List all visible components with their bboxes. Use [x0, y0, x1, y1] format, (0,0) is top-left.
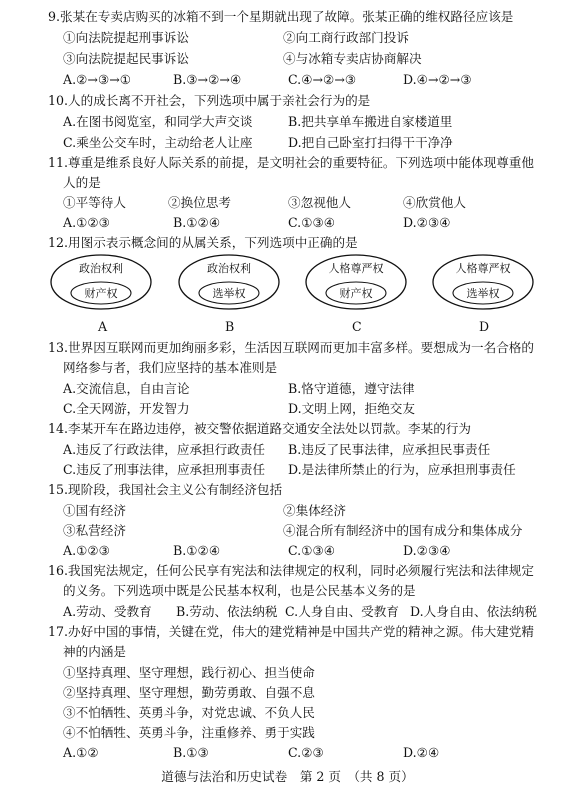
- q9-stem: 9.张某在专卖店购买的冰箱不到一个星期就出现了故障。张某正确的维权路径应该是: [48, 9, 514, 24]
- q10-option-b: B.把共享单车搬进自家楼道里: [288, 114, 453, 129]
- q15-option-b: B.①②④: [173, 543, 221, 558]
- q12-diagrams: [48, 252, 548, 332]
- q15-option-d: D.②③④: [403, 543, 451, 558]
- q16-option-d: D.人身自由、依法纳税: [410, 604, 537, 619]
- q12-c-inner-label: 财产权: [339, 287, 373, 300]
- q16-option-b: B.劳动、依法纳税: [176, 604, 278, 619]
- q12-diagram-a: [51, 255, 151, 309]
- q15-item-1: ①国有经济: [63, 503, 126, 518]
- q12-label-a: A: [98, 319, 108, 334]
- q17-item-4: ④不怕牺牲、英勇斗争，注重修养、勇于实践: [63, 725, 315, 740]
- q9-option-d: D.④→②→③: [403, 72, 472, 87]
- q15-item-2: ②集体经济: [283, 503, 346, 518]
- q9-item-3: ③向法院提起民事诉讼: [63, 51, 189, 66]
- q10-option-d: D.把自己卧室打扫得干干净净: [288, 135, 453, 150]
- q15-item-4: ④混合所有制经济中的国有成分和集体成分: [283, 523, 523, 538]
- q12-label-c: C: [352, 319, 362, 334]
- q10-option-a: A.在图书阅览室，和同学大声交谈: [63, 114, 253, 129]
- q14-stem: 14.李某开车在路边违停，被交警依据道路交通安全法处以罚款。李某的行为: [48, 421, 472, 436]
- q11-item-4: ④欣赏他人: [403, 195, 466, 210]
- q13-option-d: D.文明上网，拒绝交友: [288, 401, 415, 416]
- q10-stem: 10.人的成长离不开社会，下列选项中属于亲社会行为的是: [48, 93, 371, 108]
- page-footer: 道德与法治和历史试卷 第 2 页 （共 8 页）: [161, 769, 414, 784]
- q17-option-b: B.①③: [173, 745, 209, 760]
- q12-label-b: B: [225, 319, 235, 334]
- q13-option-b: B.恪守道德，遵守法律: [288, 381, 415, 396]
- q11-option-a: A.①②③: [63, 215, 110, 230]
- q15-option-a: A.①②③: [63, 543, 110, 558]
- q13-stem-line2: 网络参与者，我们应坚持的基本准则是: [63, 360, 278, 375]
- q12-b-outer-label: 政治权利: [207, 262, 251, 275]
- q12-diagram-c: [306, 255, 406, 309]
- q9-item-1: ①向法院提起刑事诉讼: [63, 30, 189, 45]
- q12-d-inner-label: 选举权: [466, 287, 500, 300]
- q12-c-outer-label: 人格尊严权: [328, 262, 384, 275]
- q12-diagram-b: [179, 255, 279, 309]
- q17-item-3: ③不怕牺牲、英勇斗争，对党忠诚、不负人民: [63, 705, 315, 720]
- q17-stem-line2: 神的内涵是: [63, 644, 126, 659]
- q17-option-d: D.②④: [403, 745, 440, 760]
- q17-option-a: A.①②: [63, 745, 99, 760]
- q11-item-1: ①平等待人: [63, 195, 126, 210]
- q16-option-c: C.人身自由、受教育: [285, 604, 399, 619]
- q17-item-1: ①坚持真理、坚守理想，践行初心、担当使命: [63, 665, 315, 680]
- q17-item-2: ②坚持真理、坚守理想，勤劳勇敢、自强不息: [63, 685, 315, 700]
- q14-option-a: A.违反了行政法律，应承担行政责任: [63, 442, 266, 457]
- q9-item-2: ②向工商行政部门投诉: [283, 30, 409, 45]
- q16-option-a: A.劳动、受教育: [63, 604, 152, 619]
- q15-stem: 15.现阶段，我国社会主义公有制经济包括: [48, 482, 283, 497]
- q13-option-a: A.交流信息，自由言论: [63, 381, 190, 396]
- q11-stem-line1: 11.尊重是维系良好人际关系的前提，是文明社会的重要特征。下列选项中能体现尊重他: [48, 155, 534, 170]
- q12-d-outer-label: 人格尊严权: [455, 262, 511, 275]
- q12-diagram-d: [433, 255, 533, 309]
- q12-a-inner-label: 财产权: [84, 287, 118, 300]
- q17-stem-line1: 17.办好中国的事情，关键在党，伟大的建党精神是中国共产党的精神之源。伟大建党精: [48, 624, 534, 639]
- q15-option-c: C.①③④: [288, 543, 336, 558]
- q9-option-c: C.④→②→③: [288, 72, 357, 87]
- q14-option-d: D.是法律所禁止的行为，应承担刑事责任: [288, 462, 516, 477]
- q14-option-b: B.违反了民事法律，应承担民事责任: [288, 442, 491, 457]
- q11-option-b: B.①②④: [173, 215, 221, 230]
- q9-option-b: B.③→②→④: [173, 72, 242, 87]
- q11-item-2: ②换位思考: [168, 195, 231, 210]
- q9-item-4: ④与冰箱专卖店协商解决: [283, 51, 422, 66]
- q13-option-c: C.全天网游，开发智力: [63, 401, 190, 416]
- q11-item-3: ③忽视他人: [288, 195, 351, 210]
- q12-label-d: D: [479, 319, 490, 334]
- q12-b-inner-label: 选举权: [212, 287, 246, 300]
- q14-option-c: C.违反了刑事法律，应承担刑事责任: [63, 462, 266, 477]
- q11-stem-line2: 人的是: [63, 175, 101, 190]
- q10-option-c: C.乘坐公交车时，主动给老人让座: [63, 135, 253, 150]
- q16-stem-line1: 16.我国宪法规定，任何公民享有宪法和法律规定的权利，同时必须履行宪法和法律规定: [48, 563, 534, 578]
- q17-option-c: C.②③: [288, 745, 324, 760]
- q12-stem: 12.用图示表示概念间的从属关系，下列选项中正确的是: [48, 235, 358, 250]
- q15-item-3: ③私营经济: [63, 523, 126, 538]
- q11-option-d: D.②③④: [403, 215, 451, 230]
- q13-stem-line1: 13.世界因互联网而更加绚丽多彩，生活因互联网而更加丰富多样。要想成为一名合格的: [48, 340, 534, 355]
- q12-a-outer-label: 政治权利: [79, 262, 123, 275]
- q9-option-a: A.②→③→①: [63, 72, 132, 87]
- q16-stem-line2: 的义务。下列选项中既是公民基本权利，也是公民基本义务的是: [63, 583, 416, 598]
- q11-option-c: C.①③④: [288, 215, 336, 230]
